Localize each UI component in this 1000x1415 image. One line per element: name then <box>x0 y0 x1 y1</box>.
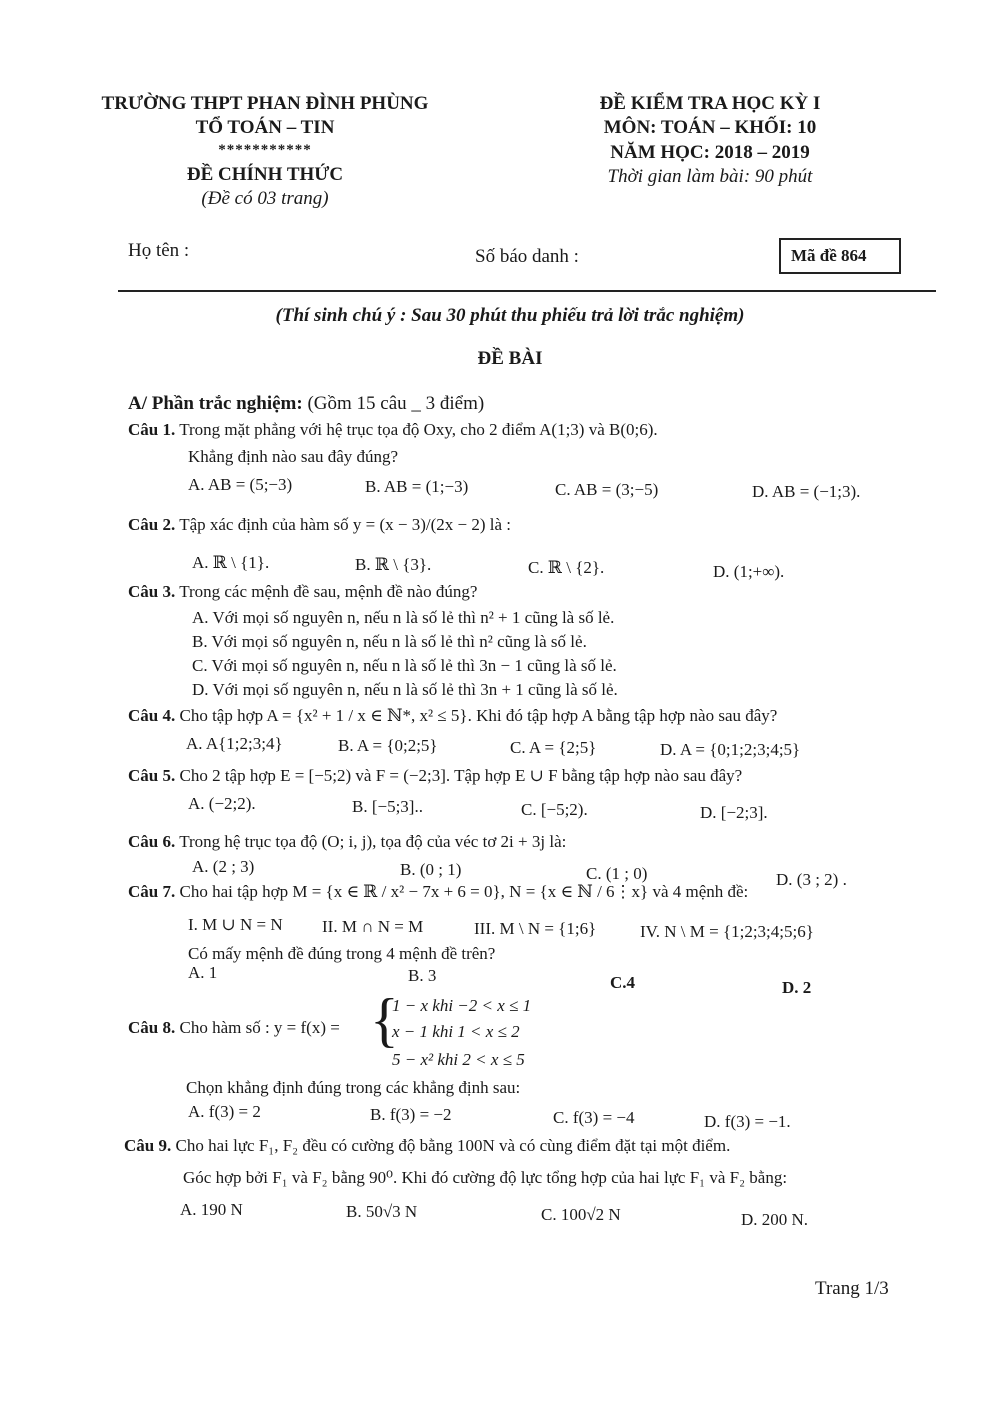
option-b: B. Với mọi số nguyên n, nếu n là số lẻ thì n² cũng là số lẻ. <box>192 632 587 651</box>
subject-line: MÔN: TOÁN – KHỐI: 10 <box>603 117 817 138</box>
question-label: Câu 6. <box>128 832 176 851</box>
option-b: B. A = {0;2;5} <box>338 736 438 755</box>
question-text-2: Chọn khẳng định đúng trong các khẳng định sau: <box>186 1078 521 1097</box>
option-c: C.4 <box>610 973 636 992</box>
exam-code-box: Mã đề 864 <box>779 238 901 274</box>
question-text-2: Khẳng định nào sau đây đúng? <box>188 447 399 466</box>
question-text: Cho hai tập hợp M = {x ∈ ℝ / x² − 7x + 6 = 0}, N = {x ∈ ℕ / 6⋮x} và 4 mệnh đề: <box>179 882 749 901</box>
option-c: C. [−5;2). <box>521 800 588 819</box>
question-text: Cho hàm số : y = f(x) = <box>179 1018 340 1037</box>
time-limit: Thời gian làm bài: 90 phút <box>607 166 813 187</box>
header-rule <box>118 290 936 292</box>
option-d: D. [−2;3]. <box>700 803 768 822</box>
name-label: Họ tên : <box>128 240 190 261</box>
option-c: C. f(3) = −4 <box>553 1108 635 1127</box>
question-text: Tập xác định của hàm số y = (x − 3)/(2x − 2) là : <box>179 515 512 534</box>
case-2: x − 1 khi 1 < x ≤ 2 <box>392 1022 520 1041</box>
school-year: NĂM HỌC: 2018 – 2019 <box>610 142 810 163</box>
question-text-2: Góc hợp bởi F₁ và F₂ bằng 90⁰. Khi đó cường độ lực tổng hợp của hai lực F₁ và F₂ bằng: <box>183 1168 788 1187</box>
case-1: 1 − x khi −2 < x ≤ 1 <box>392 996 532 1015</box>
question-text: Cho 2 tập hợp E = [−5;2) và F = (−2;3]. Tập hợp E ∪ F bằng tập hợp nào sau đây? <box>179 766 743 785</box>
option-b: B. f(3) = −2 <box>370 1105 452 1124</box>
question-text: Trong mặt phẳng với hệ trục tọa độ Oxy, cho 2 điểm A(1;3) và B(0;6). <box>179 420 658 439</box>
option-d: D. 200 N. <box>741 1210 809 1229</box>
question-9 <box>124 1136 730 1156</box>
option-b: B. (0 ; 1) <box>400 860 462 879</box>
option-d: D. (3 ; 2) . <box>776 870 847 889</box>
question-label: Câu 4. <box>128 706 176 725</box>
school-name: TRƯỜNG THPT PHAN ĐÌNH PHÙNG <box>101 93 429 114</box>
option-c: C. Với mọi số nguyên n, nếu n là số lẻ thì 3n − 1 cũng là số lẻ. <box>192 656 617 675</box>
option-a: A. 1 <box>188 963 218 982</box>
id-label: Số báo danh : <box>475 246 579 267</box>
question-label: Câu 2. <box>128 515 176 534</box>
question-2 <box>128 515 511 535</box>
option-c: C. 100√2 N <box>541 1205 621 1224</box>
question-label: Câu 8. <box>128 1018 176 1037</box>
option-a: A. ℝ \ {1}. <box>192 553 270 572</box>
option-d: D. AB = (−1;3). <box>752 482 861 501</box>
statement-3: III. M \ N = {1;6} <box>474 919 597 938</box>
page-number: Trang 1/3 <box>815 1278 889 1299</box>
part-a-heading <box>128 393 484 415</box>
option-b: B. 50√3 N <box>346 1202 418 1221</box>
question-4 <box>128 706 777 726</box>
option-a: A. (−2;2). <box>188 794 256 813</box>
brace-icon: { <box>370 987 399 1053</box>
official-label: ĐỀ CHÍNH THỨC <box>186 164 344 185</box>
option-c: C. ℝ \ {2}. <box>528 558 605 577</box>
option-d: D. A = {0;1;2;3;4;5} <box>660 740 801 759</box>
option-a: A. Với mọi số nguyên n, nếu n là số lẻ thì n² + 1 cũng là số lẻ. <box>192 608 615 627</box>
option-b: B. AB = (1;−3) <box>365 477 469 496</box>
option-b: B. ℝ \ {3}. <box>355 555 432 574</box>
question-label: Câu 5. <box>128 766 176 785</box>
option-a: A. f(3) = 2 <box>188 1102 261 1121</box>
exam-note: (Thí sinh chú ý : Sau 30 phút thu phiếu trả lời trắc nghiệm) <box>275 305 745 326</box>
question-1 <box>128 420 658 440</box>
option-d: D. f(3) = −1. <box>704 1112 791 1131</box>
question-text-2: Có mấy mệnh đề đúng trong 4 mệnh đề trên? <box>188 944 496 963</box>
question-label: Câu 3. <box>128 582 176 601</box>
statement-4: IV. N \ M = {1;2;3;4;5;6} <box>640 922 814 941</box>
part-a-label: A/ Phần trắc nghiệm: <box>128 393 303 414</box>
option-a: A. 190 N <box>180 1200 243 1219</box>
question-text: Cho tập hợp A = {x² + 1 / x ∈ ℕ*, x² ≤ 5}. Khi đó tập hợp A bằng tập hợp nào sau đây? <box>179 706 778 725</box>
question-6 <box>128 832 566 852</box>
option-a: A. A{1;2;3;4} <box>186 734 283 753</box>
question-text: Trong các mệnh đề sau, mệnh đề nào đúng? <box>179 582 478 601</box>
option-c: C. A = {2;5} <box>510 738 597 757</box>
question-label: Câu 9. <box>124 1136 172 1155</box>
question-text: Trong hệ trục tọa độ (O; i, j), tọa độ của véc tơ 2i + 3j là: <box>179 832 567 851</box>
exam-title: ĐỀ KIỂM TRA HỌC KỲ I <box>599 93 821 114</box>
option-c: C. (1 ; 0) <box>586 864 648 883</box>
option-a: A. AB = (5;−3) <box>188 475 293 494</box>
statement-1: I. M ∪ N = N <box>188 915 283 934</box>
question-label: Câu 1. <box>128 420 176 439</box>
question-3 <box>128 582 477 602</box>
question-7 <box>128 882 748 902</box>
pages-note: (Đề có 03 trang) <box>201 188 329 209</box>
section-title: ĐỀ BÀI <box>477 348 543 369</box>
option-d: D. (1;+∞). <box>713 562 785 581</box>
option-c: C. AB = (3;−5) <box>555 480 659 499</box>
question-8 <box>128 1018 340 1038</box>
question-5 <box>128 766 742 786</box>
question-label: Câu 7. <box>128 882 176 901</box>
statement-2: II. M ∩ N = M <box>322 917 424 936</box>
option-d: D. Với mọi số nguyên n, nếu n là số lẻ thì 3n + 1 cũng là số lẻ. <box>192 680 618 699</box>
stars-divider: *********** <box>218 142 312 158</box>
part-a-desc: (Gồm 15 câu _ 3 điểm) <box>307 393 485 414</box>
option-a: A. (2 ; 3) <box>192 857 255 876</box>
option-b: B. 3 <box>408 966 437 985</box>
question-text: Cho hai lực F₁, F₂ đều có cường độ bằng 100N và có cùng điểm đặt tại một điểm. <box>175 1136 731 1155</box>
department-name: TỔ TOÁN – TIN <box>195 117 335 138</box>
case-3: 5 − x² khi 2 < x ≤ 5 <box>392 1050 525 1069</box>
option-b: B. [−5;3].. <box>352 797 423 816</box>
option-d: D. 2 <box>782 978 812 997</box>
